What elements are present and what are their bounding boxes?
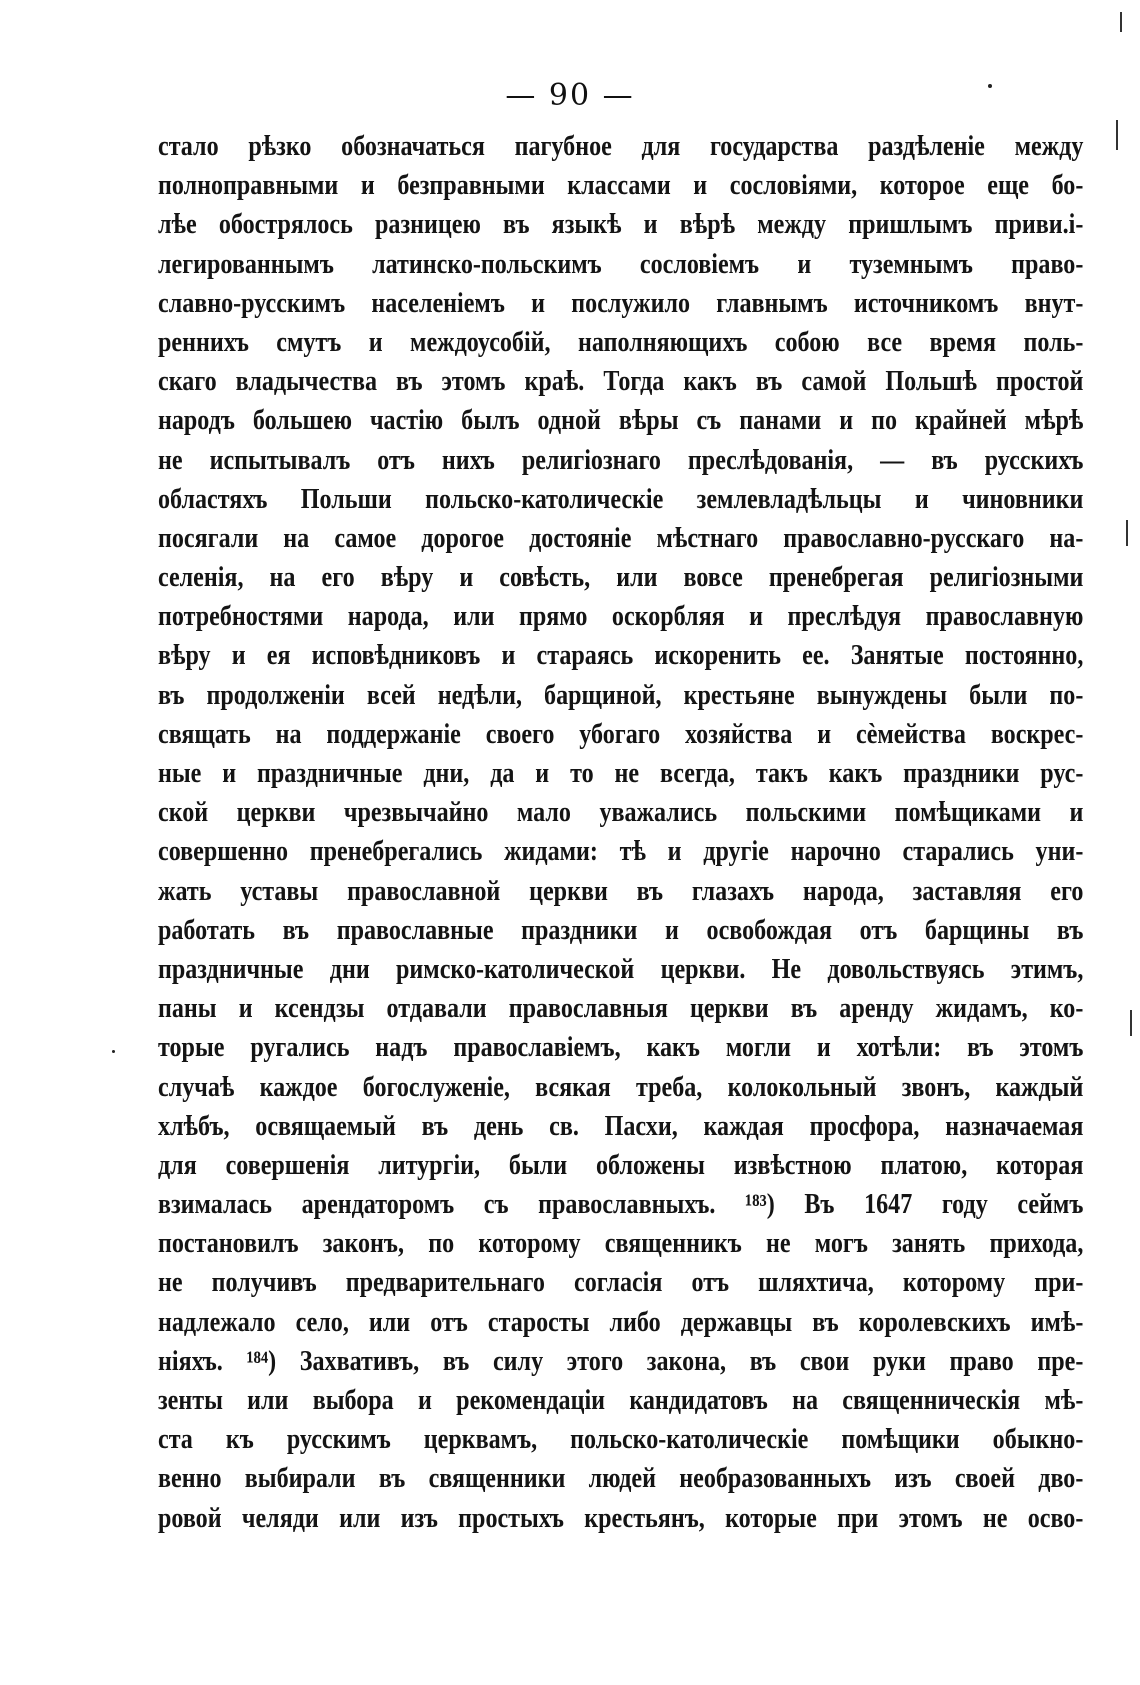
text-line: вѣру и ея исповѣдниковъ и стараясь искоренить ее. Занятые постоянно, [158, 640, 1084, 672]
text-line: работать въ православные праздники и освобождая отъ барщины въ [158, 914, 1084, 946]
text-line: не получивъ предварительнаго согласія отъ шляхтича, которому при- [158, 1267, 1084, 1299]
text-line: праздничные дни римско-католической церкви. Не довольствуясь этимъ, [158, 953, 1084, 985]
text-line: легированнымъ латинско-польскимъ сословіемъ и туземнымъ право- [158, 248, 1084, 280]
text-line: постановилъ законъ, по которому священникъ не могъ занять прихода, [158, 1228, 1084, 1260]
text-line: совершенно пренебрегались жидами: тѣ и другіе нарочно старались уни- [158, 836, 1084, 868]
text-line: надлежало село, или отъ старосты либо державцы въ королевскихъ имѣ- [158, 1306, 1084, 1338]
text-line: ровой челяди или изъ простыхъ крестьянъ, которые при этомъ не осво- [158, 1502, 1084, 1534]
text-line: венно выбирали въ священники людей необразованныхъ изъ своей дво- [158, 1463, 1084, 1495]
text-line: потребностями народа, или прямо оскорбляя и преслѣдуя православную [158, 601, 1084, 633]
ink-speck [112, 1050, 115, 1053]
text-line: селенія, на его вѣру и совѣсть, или вовсе пренебрегая религіозными [158, 562, 1084, 594]
text-line: не испытывалъ отъ нихъ религіознаго преслѣдованія, — въ русскихъ [158, 444, 1084, 476]
text-line: свящать на поддержаніе своего убогаго хозяйства и сѐмейства воскрес- [158, 718, 1084, 750]
text-line: жать уставы православной церкви въ глазахъ народа, заставляя его [158, 875, 1084, 907]
text-line: посягали на самое дорогое достояніе мѣстнаго православно-русскаго на- [158, 522, 1084, 554]
text-line: хлѣбъ, освящаемый въ день св. Пасхи, каждая просфора, назначаемая [158, 1110, 1084, 1142]
text-line: народъ большею частію былъ одной вѣры съ панами и по крайней мѣрѣ [158, 405, 1084, 437]
text-line: областяхъ Польши польско-католическіе землевладѣльцы и чиновники [158, 483, 1084, 515]
body-text [158, 127, 1084, 1538]
margin-mark [1120, 12, 1122, 32]
text-line: для совершенія литургіи, были обложены извѣстною платою, которая [158, 1149, 1084, 1181]
text-line: славно-русскимъ населеніемъ и послужило главнымъ источникомъ внут- [158, 287, 1084, 319]
margin-mark [1116, 120, 1118, 150]
text-line: торые ругались надъ православіемъ, какъ могли и хотѣли: въ этомъ [158, 1032, 1084, 1064]
text-line: полноправными и безправными классами и сословіями, которое еще бо- [158, 170, 1084, 202]
text-line: ные и праздничные дни, да и то не всегда, такъ какъ праздники рус- [158, 758, 1084, 789]
text-line: зенты или выбора и рекомендаціи кандидатовъ на священническія мѣ- [158, 1385, 1084, 1416]
text-line: взималась арендаторомъ съ православныхъ. ¹⁸³) Въ 1647 году сеймъ [158, 1189, 1084, 1221]
text-line: ста къ русскимъ церквамъ, польско-католическіе помѣщики обыкно- [158, 1424, 1084, 1456]
text-line: скаго владычества въ этомъ краѣ. Тогда какъ въ самой Польшѣ простой [158, 366, 1084, 398]
page-number: — 90 — [505, 78, 635, 113]
text-line: въ продолженіи всей недѣли, барщиной, крестьяне вынуждены были по- [158, 679, 1084, 711]
text-line: лѣе обострялось разницею въ языкѣ и вѣрѣ между пришлымъ приви.і- [158, 209, 1084, 241]
text-line: паны и ксендзы отдавали православныя церкви въ аренду жидамъ, ко- [158, 993, 1084, 1025]
text-line: ской церкви чрезвычайно мало уважались польскими помѣщиками и [158, 797, 1084, 829]
text-line: ніяхъ. ¹⁸⁴) Захвативъ, въ силу этого закона, въ свои руки право пре- [158, 1345, 1084, 1377]
margin-mark [1126, 520, 1128, 546]
text-line: стало рѣзко обозначаться пагубное для государства раздѣленіе между [158, 131, 1084, 162]
text-line: реннихъ смутъ и междоусобій, наполняющихъ собою все время поль- [158, 326, 1084, 358]
text-line: случаѣ каждое богослуженіе, всякая треба, колокольный звонъ, каждый [158, 1071, 1084, 1103]
ink-speck [988, 84, 992, 88]
margin-mark [1130, 1010, 1132, 1036]
